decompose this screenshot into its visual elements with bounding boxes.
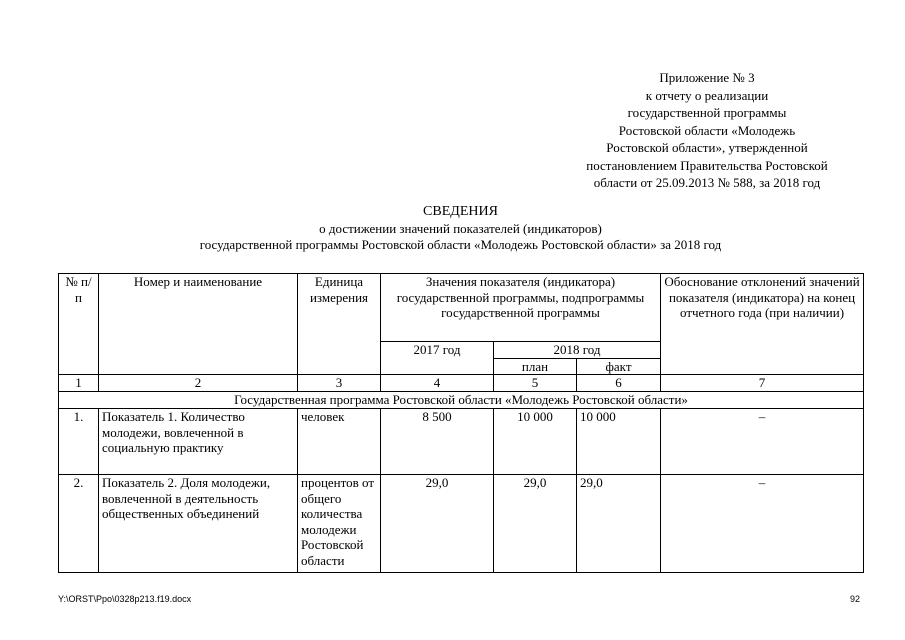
header-justification: Обоснование отклонений значений показателя (индикатора) на конец отчетного года (при наличии) [661, 274, 864, 375]
header-plan: план [494, 358, 577, 375]
column-number: 3 [298, 375, 381, 392]
title-line: о достижении значений показателей (индикаторов) [319, 220, 602, 236]
header-values: Значения показателя (индикатора) государственной программы, подпрограммы государственной программы [381, 274, 661, 342]
header-name: Номер и наименование [99, 274, 298, 375]
row-plan: 29,0 [494, 475, 577, 573]
table-row [59, 409, 864, 475]
row-2017: 29,0 [381, 475, 494, 573]
annex-line: государственной программы [627, 105, 787, 120]
row-justification: – [661, 475, 864, 573]
row-plan: 10 000 [494, 409, 577, 475]
annex-line: Ростовской области «Молодежь [618, 122, 796, 138]
table-row [59, 475, 864, 573]
row-num: 2. [59, 475, 99, 573]
row-name: Показатель 2. Доля молодежи, вовлеченной в деятельность общественных объединений [99, 475, 298, 573]
column-number: 2 [99, 375, 298, 392]
header-2018: 2018 год [494, 342, 661, 359]
annex-line: области от 25.09.2013 № 588, за 2018 год [593, 175, 821, 190]
footer-page-number: 92 [849, 594, 860, 604]
row-fact: 10 000 [577, 409, 661, 475]
annex-line: постановлением Правительства Ростовской [586, 157, 828, 173]
row-fact: 29,0 [577, 475, 661, 573]
title-heading: СВЕДЕНИЯ [423, 204, 498, 219]
row-name: Показатель 1. Количество молодежи, вовлеченной в социальную практику [99, 409, 298, 475]
column-number: 4 [381, 375, 494, 392]
row-num: 1. [59, 409, 99, 475]
annex-header [557, 69, 857, 192]
row-unit: процентов от общего количества молодежи Ростовской области [298, 475, 381, 573]
row-2017: 8 500 [381, 409, 494, 475]
section-title: Государственная программа Ростовской области «Молодежь Ростовской области» [59, 392, 864, 409]
column-number: 6 [577, 375, 661, 392]
title-line: государственной программы Ростовской области «Молодежь Ростовской области» за 2018 год [199, 237, 722, 252]
header-unit: Единица измерения [298, 274, 381, 375]
annex-line: к отчету о реализации [645, 87, 769, 103]
column-number: 5 [494, 375, 577, 392]
column-number: 1 [59, 375, 99, 392]
document-title [58, 204, 863, 254]
footer-file-path: Y:\ORST\Ppo\0328p213.f19.docx [58, 594, 192, 604]
header-fact: факт [577, 358, 661, 375]
annex-line: Приложение № 3 [659, 70, 755, 85]
annex-line: Ростовской области», утвержденной [606, 140, 808, 155]
row-unit: человек [298, 409, 381, 475]
header-num: № п/п [59, 274, 99, 375]
row-justification: – [661, 409, 864, 475]
column-numbers-row [59, 375, 864, 392]
column-number: 7 [661, 375, 864, 392]
header-2017: 2017 год [381, 342, 494, 375]
indicators-table [58, 273, 864, 573]
